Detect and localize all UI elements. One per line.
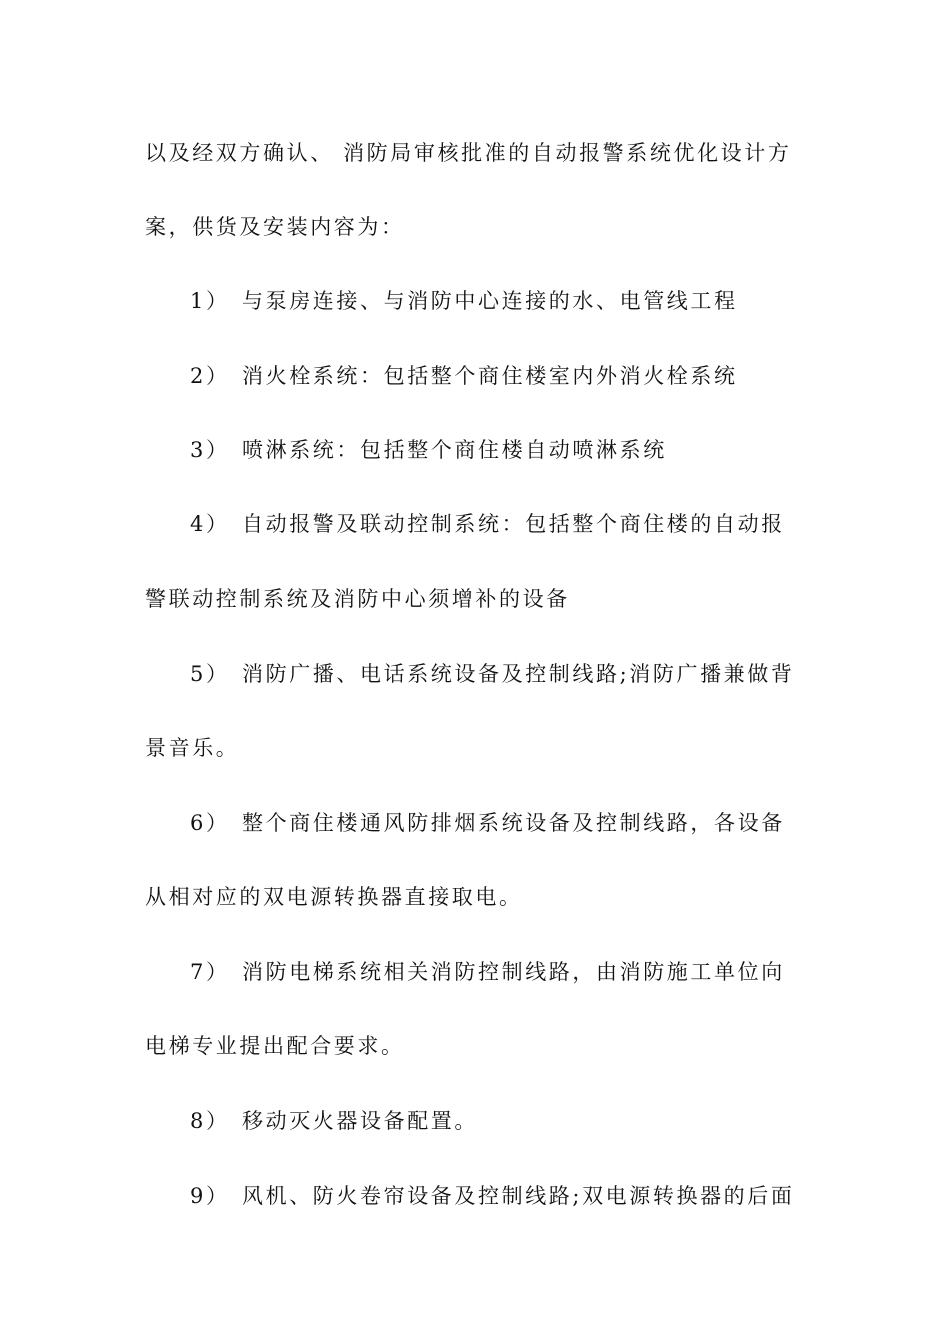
intro-line-2: 案，供货及安装内容为： (145, 215, 405, 239)
item-text: 消火栓系统：包括整个商住楼室内外消火栓系统 (242, 364, 738, 388)
list-item (190, 659, 855, 689)
item-text: 风机、防火卷帘设备及控制线路;双电源转换器的后面 (242, 1184, 795, 1208)
item-number: 7） (190, 960, 230, 984)
item-continuation: 警联动控制系统及消防中心须增补的设备 (145, 587, 570, 611)
list-item (190, 361, 855, 391)
item-number: 8） (190, 1109, 230, 1133)
item-number: 4） (190, 512, 230, 536)
list-item (190, 435, 855, 465)
list-item (190, 808, 855, 838)
item-number: 5） (190, 662, 230, 686)
item-text: 移动灭火器设备配置。 (242, 1109, 478, 1133)
item-text: 整个商住楼通风防排烟系统设备及控制线路，各设备 (242, 811, 785, 835)
item-text: 消防电梯系统相关消防控制线路，由消防施工单位向 (242, 960, 785, 984)
item-number: 1） (190, 289, 230, 313)
list-item (190, 509, 855, 539)
list-item (190, 1106, 855, 1136)
list-item (190, 286, 855, 316)
item-number: 6） (190, 811, 230, 835)
item-continuation: 电梯专业提出配合要求。 (145, 1034, 405, 1058)
intro-line-1: 以及经双方确认、 消防局审核批准的自动报警系统优化设计方 (145, 141, 792, 165)
item-number: 3） (190, 438, 230, 462)
item-text: 与泵房连接、与消防中心连接的水、电管线工程 (242, 289, 738, 313)
item-text: 消防广播、电话系统设备及控制线路;消防广播兼做背 (242, 662, 795, 686)
item-text: 喷淋系统：包括整个商住楼自动喷淋系统 (242, 438, 667, 462)
item-number: 9） (190, 1184, 230, 1208)
item-text: 自动报警及联动控制系统：包括整个商住楼的自动报 (242, 512, 785, 536)
list-item (190, 957, 855, 987)
item-number: 2） (190, 364, 230, 388)
item-continuation: 景音乐。 (145, 736, 240, 760)
item-continuation: 从相对应的双电源转换器直接取电。 (145, 885, 523, 909)
list-item (190, 1181, 855, 1211)
